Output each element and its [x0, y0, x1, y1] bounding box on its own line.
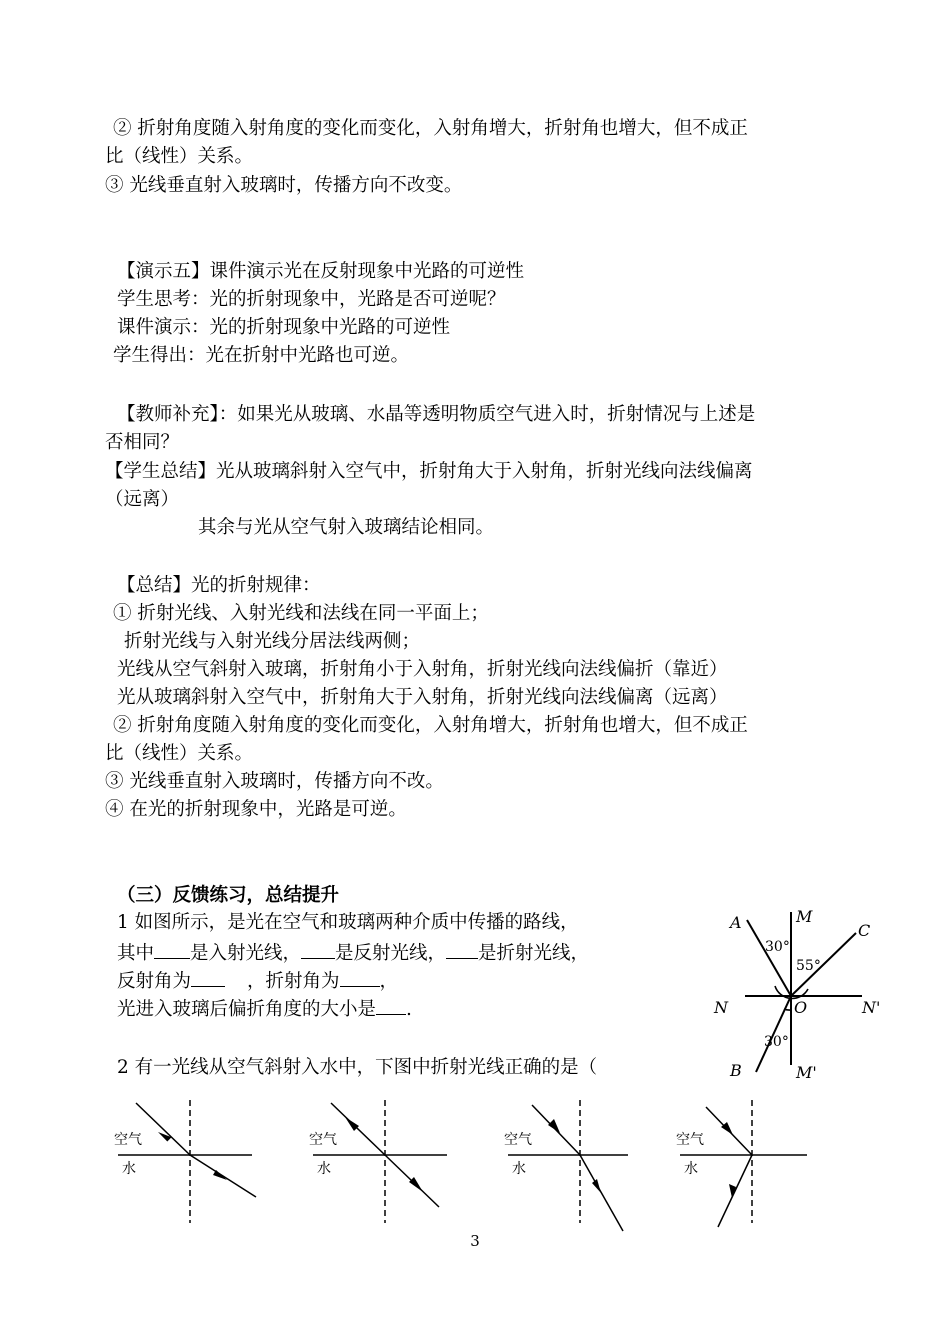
text-line: 课件演示：光的折射现象中光路的可逆性: [117, 317, 451, 338]
question-1-line: 1 如图所示，是光在空气和玻璃两种介质中传播的路线，: [117, 912, 579, 933]
label-m-prime: M': [796, 1063, 817, 1082]
angle-label: 55°: [796, 958, 821, 974]
label-air: 空气: [504, 1132, 532, 1148]
text-line: 学生得出：光在折射中光路也可逆。: [113, 345, 410, 366]
answer-blank[interactable]: [376, 996, 406, 1015]
text-line: ④ 在光的折射现象中，光路是可逆。: [105, 799, 407, 820]
label-air: 空气: [114, 1132, 142, 1148]
page-number: 3: [470, 1232, 480, 1250]
option-diagram-c: [500, 1095, 660, 1235]
label-n-prime: N': [862, 998, 881, 1017]
option-diagram-b: [305, 1095, 465, 1227]
label-c: C: [858, 921, 871, 940]
text-line: 光线从空气斜射入玻璃，折射角小于入射角，折射光线向法线偏折（靠近）: [117, 659, 728, 680]
text-line: ② 折射角度随入射角度的变化而变化，入射角增大，折射角也增大，但不成正: [113, 715, 748, 736]
question-1-line: 反射角为 ，折射角为 ，: [117, 968, 398, 994]
text-line: ① 折射光线、入射光线和法线在同一平面上；: [113, 603, 489, 624]
text-line: 折射光线与入射光线分居法线两侧；: [124, 631, 421, 652]
question-1-line: 光进入玻璃后偏折角度的大小是 .: [117, 996, 412, 1022]
text-line: （远离）: [105, 489, 180, 510]
text-line: 其余与光从空气射入玻璃结论相同。: [198, 517, 495, 538]
section-heading: （三）反馈练习，总结提升: [117, 885, 340, 906]
answer-blank[interactable]: [154, 940, 190, 959]
text-line: 【演示五】课件演示光在反射现象中光路的可逆性: [117, 261, 525, 282]
text-line: 【学生总结】光从玻璃斜射入空气中，折射角大于入射角，折射光线向法线偏离: [105, 461, 753, 482]
text-line: 【教师补充】：如果光从玻璃、水晶等透明物质空气进入时，折射情况与上述是: [117, 404, 756, 425]
answer-blank[interactable]: [191, 968, 225, 987]
text-line: ③ 光线垂直射入玻璃时，传播方向不改变。: [105, 175, 463, 196]
text-line: ② 折射角度随入射角度的变化而变化，入射角增大，折射角也增大，但不成正: [113, 118, 748, 139]
label-o: O: [794, 998, 808, 1017]
label-water: 水: [684, 1161, 698, 1177]
question-1-line: 其中 是入射光线， 是反射光线， 是折射光线，: [117, 940, 589, 966]
summary-title: 【总结】光的折射规律：: [117, 575, 321, 596]
label-a: A: [730, 913, 742, 932]
angle-label: 30°: [765, 939, 790, 955]
question-2: 2 有一光线从空气斜射入水中，下图中折射光线正确的是（: [117, 1057, 598, 1078]
ray-ao: [747, 920, 791, 996]
answer-blank[interactable]: [340, 968, 380, 987]
label-n: N: [714, 998, 728, 1017]
option-diagram-d: [672, 1095, 832, 1235]
label-air: 空气: [676, 1132, 704, 1148]
text-line: ③ 光线垂直射入玻璃时，传播方向不改。: [105, 771, 444, 792]
text-line: 比（线性）关系。: [105, 743, 254, 764]
text-line: 学生思考：光的折射现象中，光路是否可逆呢？: [117, 289, 506, 310]
label-water: 水: [512, 1161, 526, 1177]
refraction-diagram: [700, 900, 890, 1090]
option-diagram-a: [110, 1095, 270, 1227]
label-b: B: [730, 1061, 742, 1080]
label-water: 水: [122, 1161, 136, 1177]
text-line: 比（线性）关系。: [105, 146, 254, 167]
answer-blank[interactable]: [301, 940, 335, 959]
angle-label: 30°: [764, 1034, 789, 1050]
text-line: 否相同？: [105, 432, 180, 453]
answer-blank[interactable]: [446, 940, 478, 959]
label-m: M: [796, 907, 813, 926]
text-line: 光从玻璃斜射入空气中，折射角大于入射角，折射光线向法线偏离（远离）: [117, 687, 728, 708]
angle-arc: [784, 1009, 791, 1010]
label-water: 水: [317, 1161, 331, 1177]
label-air: 空气: [309, 1132, 337, 1148]
